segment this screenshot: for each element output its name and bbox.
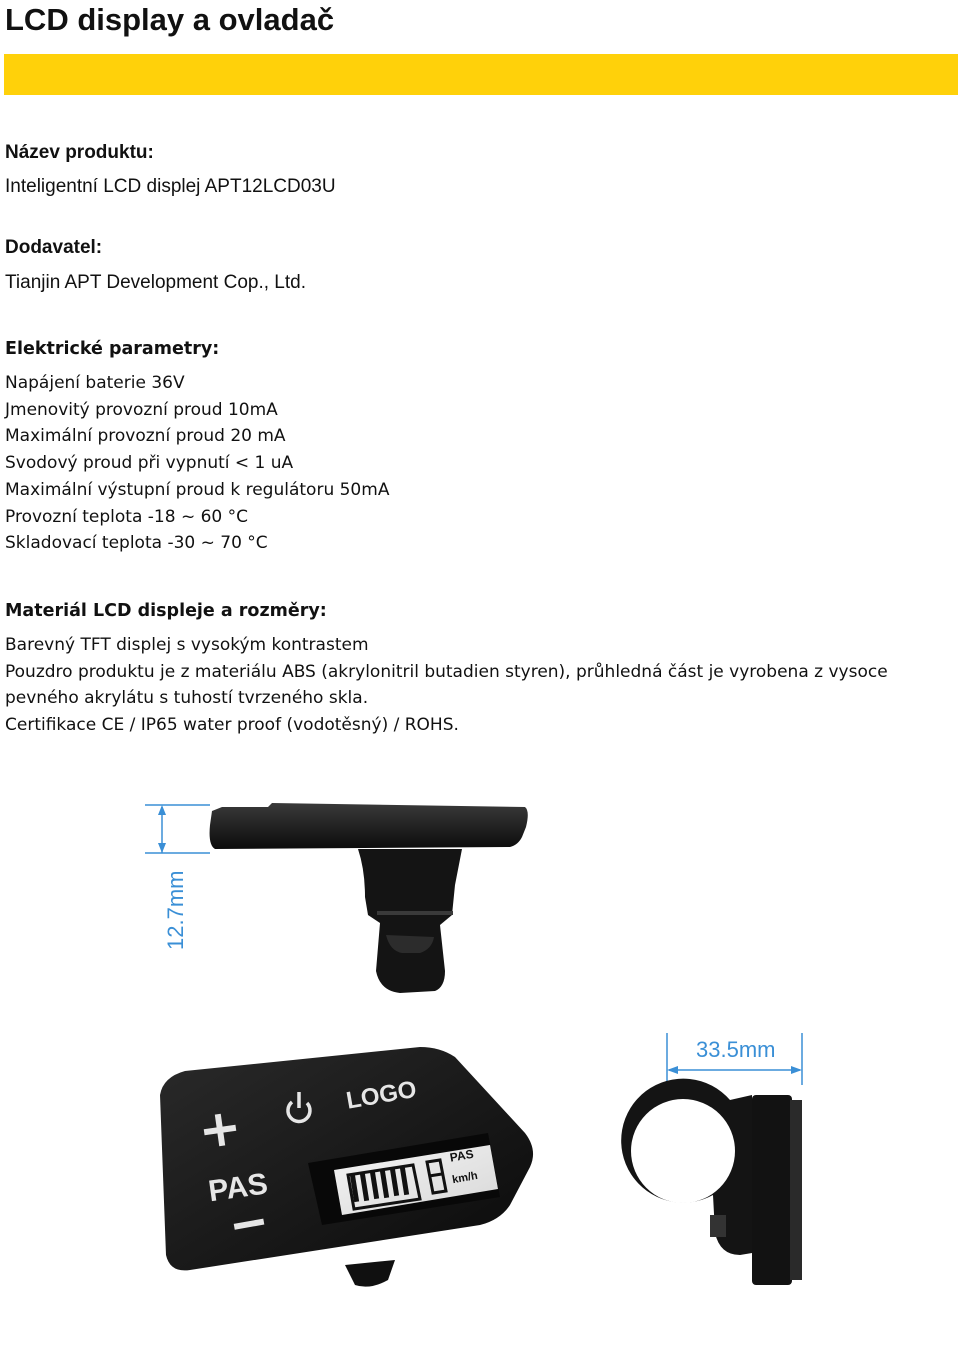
material-line: Certifikace CE / IP65 water proof (vodotěsný) / ROHS. [5, 715, 459, 736]
material-line: Pouzdro produktu je z materiálu ABS (akrylonitril butadien styren), průhledná část je vyrobena z vysoce pevného akrylátu s tuhostí tvrzeného skla. [5, 661, 888, 709]
lcd-unit-label: km/h [451, 1169, 479, 1187]
list-item: Jmenovitý provozní proud 10mA [5, 399, 278, 420]
product-name-section [5, 141, 336, 199]
list-item: Svodový proud při vypnutí < 1 uA [5, 453, 294, 474]
material-heading: Materiál LCD displeje a rozměry: [5, 601, 327, 621]
width-dimension-label: 33.5mm [696, 1037, 776, 1062]
list-item: Maximální výstupní proud k regulátoru 50mA [5, 479, 390, 500]
material-section [5, 599, 945, 739]
page-title: LCD display a ovladač [5, 2, 335, 37]
list-item: Skladovací teplota -30 ~ 70 °C [5, 533, 268, 554]
product-figure [90, 765, 890, 1350]
supplier-heading: Dodavatel: [5, 237, 103, 258]
device-front-view [160, 1047, 533, 1287]
electrical-section [5, 337, 389, 557]
pas-button-label: PAS [206, 1167, 270, 1209]
height-dimension [145, 805, 210, 950]
list-item: Napájení baterie 36V [5, 373, 185, 393]
supplier-value: Tianjin APT Development Cop., Ltd. [5, 272, 306, 293]
product-figure-svg [90, 765, 890, 1350]
logo-text: LOGO [344, 1075, 419, 1115]
product-name-value: Inteligentní LCD displej APT12LCD03U [5, 176, 336, 197]
material-line: Barevný TFT displej s vysokým kontrastem [5, 635, 369, 655]
device-top-view [210, 803, 528, 993]
width-dimension [667, 1033, 802, 1085]
device-side-view [621, 1079, 802, 1285]
title-underline-bar [4, 54, 958, 95]
list-item: Maximální provozní proud 20 mA [5, 426, 286, 447]
supplier-section [5, 236, 306, 295]
height-dimension-label: 12.7mm [163, 870, 188, 950]
electrical-heading: Elektrické parametry: [5, 339, 220, 359]
lcd-pas-label: PAS [448, 1146, 475, 1165]
list-item: Provozní teplota -18 ~ 60 °C [5, 506, 249, 527]
product-name-heading: Název produktu: [5, 142, 154, 163]
electrical-list [5, 370, 389, 557]
